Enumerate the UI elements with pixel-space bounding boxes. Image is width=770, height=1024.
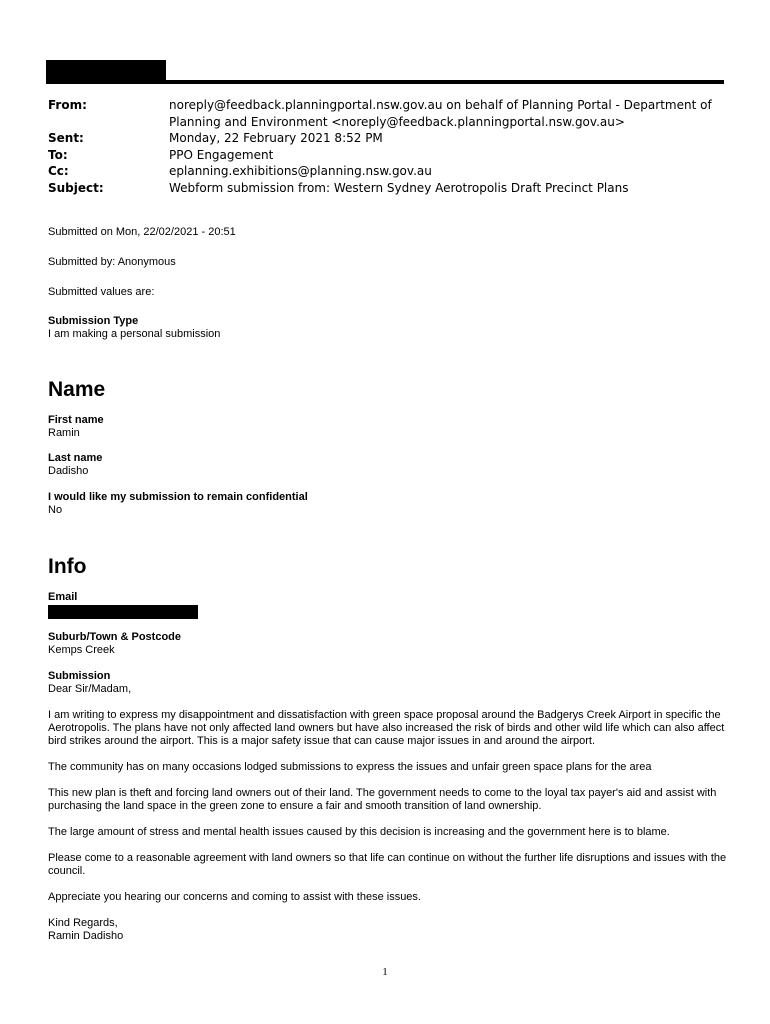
- paragraph: Appreciate you hearing our concerns and coming to assist with these issues.: [48, 891, 421, 903]
- name-heading: Name: [48, 378, 106, 401]
- suburb-value: Kemps Creek: [48, 644, 115, 656]
- last-name-label: Last name: [48, 452, 103, 464]
- cc-row: [48, 163, 728, 180]
- paragraph: The community has on many occasions lodged submissions to express the issues and unfair green space plans for the area: [48, 761, 652, 773]
- from-label: From:: [48, 98, 87, 112]
- signature: Ramin Dadisho: [48, 930, 124, 942]
- page-number: 1: [382, 966, 388, 978]
- subject-row: [48, 180, 728, 197]
- first-name-value: Ramin: [48, 427, 80, 439]
- email-redaction: [48, 605, 198, 619]
- cc-label: Cc:: [48, 164, 69, 178]
- email-body: [48, 226, 728, 943]
- to-label: To:: [48, 147, 68, 162]
- header-divider: [46, 80, 724, 84]
- subject-label: Subject:: [48, 180, 104, 195]
- from-row: [48, 97, 728, 130]
- submitted-by: Submitted by: Anonymous: [48, 256, 176, 268]
- paragraph: Please come to a reasonable agreement with land owners so that life can continue on without the further life disruptions and issues with the council.: [48, 852, 727, 877]
- sent-label: Sent:: [48, 131, 84, 145]
- signoff: Kind Regards,: [48, 917, 118, 929]
- subject-value: Webform submission from: Western Sydney Aerotropolis Draft Precinct Plans: [169, 180, 629, 195]
- sent-value: Monday, 22 February 2021 8:52 PM: [169, 131, 383, 145]
- from-value: noreply@feedback.planningportal.nsw.gov.au on behalf of Planning Portal - Department of Planning and Environment <noreply@feedback.planningportal.nsw.gov.au>: [169, 98, 712, 129]
- info-heading: Info: [48, 555, 87, 578]
- confidential-label: I would like my submission to remain confidential: [48, 491, 308, 503]
- greeting: Dear Sir/Madam,: [48, 683, 132, 695]
- suburb-label: Suburb/Town & Postcode: [48, 631, 182, 643]
- email-label: Email: [48, 591, 78, 603]
- paragraph: The large amount of stress and mental health issues caused by this decision is increasing and the government here is to blame.: [48, 826, 670, 838]
- sent-row: [48, 130, 728, 147]
- submission-type-label: Submission Type: [48, 315, 139, 327]
- last-name-value: Dadisho: [48, 465, 89, 477]
- to-value: PPO Engagement: [169, 147, 274, 162]
- submitted-on: Submitted on Mon, 22/02/2021 - 20:51: [48, 226, 236, 238]
- cc-value: eplanning.exhibitions@planning.nsw.gov.au: [169, 164, 432, 178]
- first-name-label: First name: [48, 414, 104, 426]
- submission-type-value: I am making a personal submission: [48, 328, 221, 340]
- paragraph: This new plan is theft and forcing land owners out of their land. The government needs to come to the loyal tax payer's aid and assist with purchasing the land space in the green zone to ensure a fair and smooth transition of land ownership.: [48, 787, 717, 812]
- email-header: [48, 97, 728, 196]
- paragraph: I am writing to express my disappointment and dissatisfaction with green space proposal around the Badgerys Creek Airport in specific the Aerotropolis. The plans have not only affected land owners but have also increased the risk of birds and other wild life which can also affect bird strikes around the airport. This is a major safety issue that can cause major issues in and around the airport.: [48, 709, 725, 747]
- to-row: [48, 147, 728, 164]
- confidential-value: No: [48, 504, 63, 516]
- redaction-block: [46, 60, 166, 82]
- values-intro: Submitted values are:: [48, 286, 155, 298]
- submission-label: Submission: [48, 670, 111, 682]
